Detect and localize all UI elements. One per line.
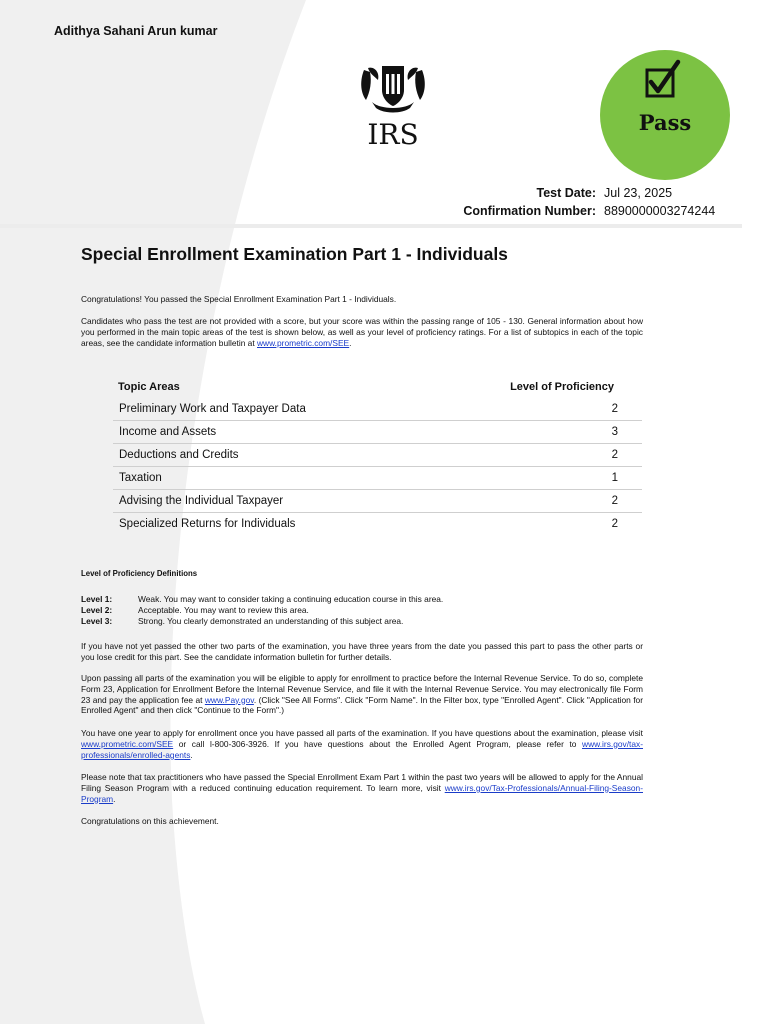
table-row <box>113 444 642 467</box>
irs-eagle-icon <box>358 62 428 150</box>
topic-name: Income and Assets <box>119 426 217 438</box>
pay-gov-link[interactable]: www.Pay.gov <box>204 694 254 705</box>
confirmation-number: 8890000003274244 <box>604 204 716 218</box>
definition-text: Strong. You clearly demonstrated an understanding of this subject area. <box>138 616 404 627</box>
header-topic-areas: Topic Areas <box>118 381 180 393</box>
afsp-link[interactable]: www.irs.gov/Tax-Professionals/Annual-Filing-Season-Program <box>81 782 643 804</box>
pass-badge <box>598 48 732 182</box>
topic-name: Taxation <box>119 472 162 484</box>
score-paragraph: Candidates who pass the test are not provided with a score, but your score was within the passing range of 105 - 130. General information about how you performed in the main topic areas of the test is shown below, as well as your level of proficiency ratings. For a list of subtopics in each of the topic areas, see the candidate information bulletin at www.prometric.com/SEE. <box>81 316 643 348</box>
definition-item <box>81 616 443 627</box>
enrollment-paragraph: Upon passing all parts of the examination you will be eligible to apply for enrollment to practice before the Internal Revenue Service. To do so, complete Form 23, Application for Enrollment Before the Internal Revenue Service, and file it with the Internal Revenue Service. You may electronically file Form 23 and pay the application fee at www.Pay.gov. (Click "See All Forms". Click "Form Name". In the Filter box, type "Enrolled Agent". Click "Application for Enrolled Agent" and then click "Continue to the Form".) <box>81 673 643 716</box>
table-row <box>113 513 642 535</box>
topic-name: Preliminary Work and Taxpayer Data <box>119 403 306 415</box>
table-row <box>113 490 642 513</box>
badge-label: Pass <box>638 110 692 135</box>
definitions-list <box>81 594 443 628</box>
topic-level: 2 <box>611 518 618 530</box>
proficiency-table <box>113 376 642 535</box>
topic-name: Specialized Returns for Individuals <box>119 518 296 530</box>
prometric-see-link[interactable]: www.prometric.com/SEE <box>81 738 174 749</box>
closing-paragraph: Congratulations on this achievement. <box>81 816 219 826</box>
definition-item <box>81 605 443 616</box>
definitions-title: Level of Proficiency Definitions <box>81 569 198 578</box>
table-row <box>113 467 642 490</box>
page-title: Special Enrollment Examination Part 1 - Individuals <box>81 244 508 264</box>
header-divider <box>0 224 742 228</box>
table-row <box>113 398 642 421</box>
test-meta <box>463 184 722 220</box>
other-parts-paragraph: If you have not yet passed the other two parts of the examination, you have three years from the date you passed this part to pass the other parts or you lose credit for this part. See the candidate information bulletin for further details. <box>81 641 643 662</box>
apply-deadline-paragraph: You have one year to apply for enrollment once you have passed all parts of the examination. If you have questions about the examination, please visit www.prometric.com/SEE or call l-800-306-3926. If you have questions about the Enrolled Agent Program, please refer to www.irs.gov/tax-professionals/enrolled-agents. <box>81 728 643 760</box>
irs-logo <box>358 62 428 150</box>
definition-level: Level 2: <box>81 605 113 616</box>
candidate-name: Adithya Sahani Arun kumar <box>54 24 218 38</box>
definition-level: Level 1: <box>81 594 113 604</box>
test-date-value: Jul 23, 2025 <box>604 186 673 200</box>
prometric-link[interactable]: www.prometric.com/SEE <box>257 337 350 348</box>
definition-item <box>81 594 443 605</box>
afsp-paragraph: Please note that tax practitioners who have passed the Special Enrollment Exam Part 1 within the past two years will be allowed to apply for the Annual Filing Season Program with a reduced continuing education requirement. To learn more, visit www.irs.gov/Tax-Professionals/Annual-Filing-Season-Program. <box>81 772 643 804</box>
header-level: Level of Proficiency <box>510 381 614 393</box>
topic-level: 1 <box>611 472 618 484</box>
confirmation-label: Confirmation Number: <box>463 204 596 218</box>
topic-level: 2 <box>611 449 618 461</box>
svg-text:IRS: IRS <box>367 118 419 150</box>
definition-text: Weak. You may want to consider taking a continuing education course in this area. <box>138 594 444 604</box>
topic-name: Deductions and Credits <box>119 449 239 461</box>
enrolled-agents-link[interactable]: www.irs.gov/tax-professionals/enrolled-agents <box>81 738 643 760</box>
table-row <box>113 421 642 444</box>
definition-text: Acceptable. You may want to review this area. <box>138 605 309 616</box>
topic-level: 2 <box>611 403 618 415</box>
topic-level: 2 <box>611 495 618 507</box>
table-header <box>113 376 642 398</box>
test-date-label: Test Date: <box>536 186 596 200</box>
definition-level: Level 3: <box>81 616 113 627</box>
congrats-paragraph: Congratulations! You passed the Special Enrollment Examination Part 1 - Individuals. <box>81 294 397 304</box>
topic-name: Advising the Individual Taxpayer <box>119 495 284 507</box>
topic-level: 3 <box>611 426 618 438</box>
